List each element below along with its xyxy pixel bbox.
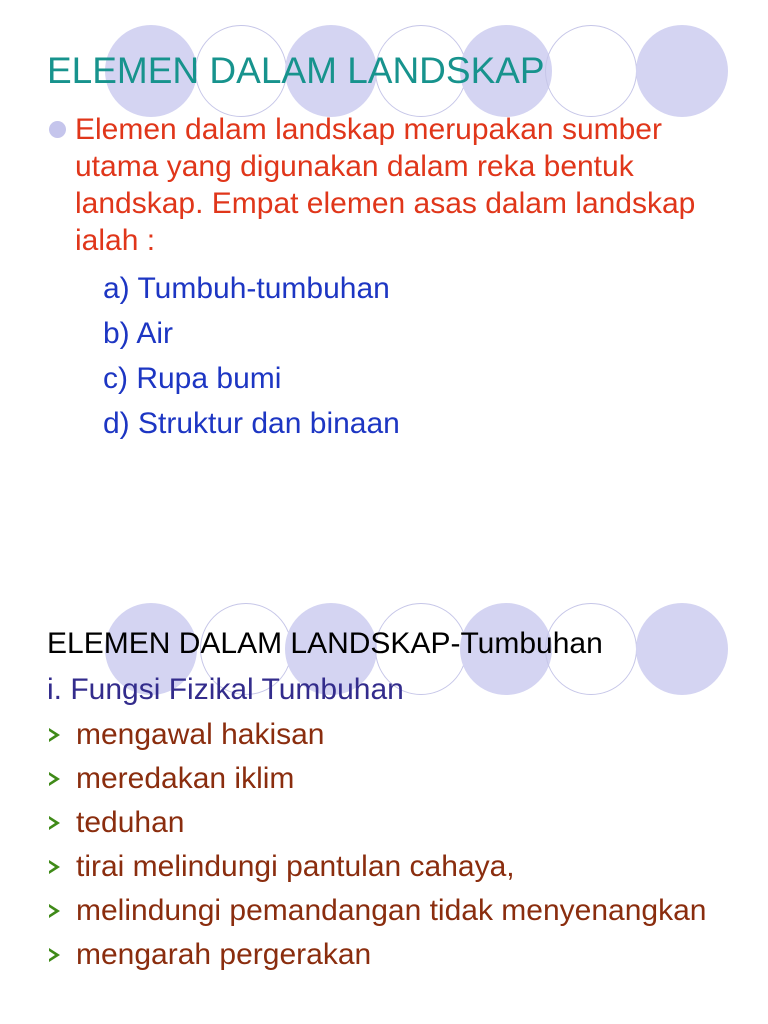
arrow-bullet-icon xyxy=(49,728,60,742)
slide-title: ELEMEN DALAM LANDSKAP-Tumbuhan xyxy=(47,627,603,660)
slide-title: ELEMEN DALAM LANDSKAP xyxy=(47,50,545,91)
list-item: c) Rupa bumi xyxy=(103,362,282,395)
list-item: a) Tumbuh-tumbuhan xyxy=(103,272,390,305)
circle-bullet-icon xyxy=(49,121,66,138)
arrow-bullet-icon xyxy=(49,904,60,918)
decor-circle-icon xyxy=(545,25,637,117)
list-item: meredakan iklim xyxy=(47,761,747,797)
arrow-bullet-icon xyxy=(49,860,60,874)
element-list xyxy=(103,266,400,446)
arrow-bullet-icon xyxy=(49,948,60,962)
list-item: tirai melindungi pantulan cahaya, xyxy=(47,849,747,885)
list-item: mengawal hakisan xyxy=(47,717,747,753)
function-list xyxy=(47,717,747,981)
list-item: melindungi pemandangan tidak menyenangkan xyxy=(47,893,747,929)
intro-text: Elemen dalam landskap merupakan sumber utama yang digunakan dalam reka bentuk landskap. Empat elemen asas dalam landskap ialah : xyxy=(75,113,696,257)
section-heading: i. Fungsi Fizikal Tumbuhan xyxy=(47,673,404,706)
arrow-bullet-icon xyxy=(49,772,60,786)
list-item: b) Air xyxy=(103,317,174,350)
arrow-bullet-icon xyxy=(49,816,60,830)
list-item: mengarah pergerakan xyxy=(47,937,747,973)
list-item: d) Struktur dan binaan xyxy=(103,407,400,440)
decor-circle-icon xyxy=(636,25,728,117)
list-item: teduhan xyxy=(47,805,747,841)
slide-2 xyxy=(0,560,768,1024)
decor-circle-icon xyxy=(636,603,728,695)
